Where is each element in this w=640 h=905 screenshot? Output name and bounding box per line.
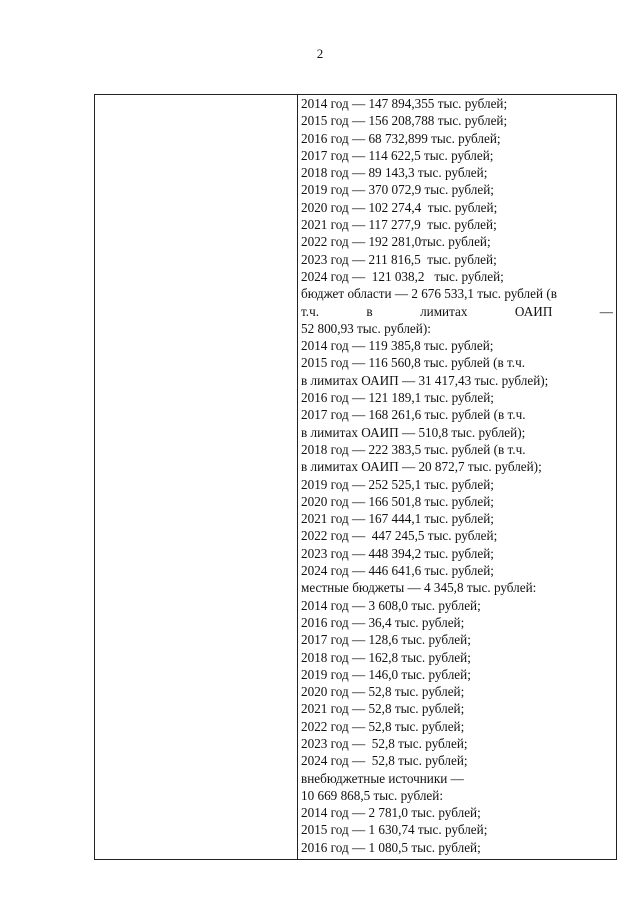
text-line: 2015 год — 156 208,788 тыс. рублей; xyxy=(301,113,508,129)
text-line: 2016 год — 1 080,5 тыс. рублей; xyxy=(301,839,481,855)
text-line: 2020 год — 52,8 тыс. рублей; xyxy=(301,684,465,700)
text-line: внебюджетные источники — xyxy=(301,770,464,786)
financing-text-column xyxy=(301,95,613,856)
text-line: в лимитах ОАИП — 31 417,43 тыс. рублей); xyxy=(301,372,549,388)
text-line: 2019 год — 370 072,9 тыс. рублей; xyxy=(301,182,494,198)
text-line: 2021 год — 52,8 тыс. рублей; xyxy=(301,701,465,717)
text-line: 2019 год — 252 525,1 тыс. рублей; xyxy=(301,476,494,492)
text-line: 2014 год — 147 894,355 тыс. рублей; xyxy=(301,96,508,111)
text-line: 2023 год — 448 394,2 тыс. рублей; xyxy=(301,545,494,561)
word: т.ч. xyxy=(301,303,319,319)
text-line: 2018 год — 162,8 тыс. рублей; xyxy=(301,649,471,665)
text-line: 52 800,93 тыс. рублей): xyxy=(301,320,431,336)
text-line: 2016 год — 121 189,1 тыс. рублей; xyxy=(301,390,494,406)
page-number: 2 xyxy=(316,46,324,61)
word: ОАИП xyxy=(514,303,553,319)
text-line: 2024 год — 121 038,2 тыс. рублей; xyxy=(301,268,504,284)
text-line: 2018 год — 222 383,5 тыс. рублей (в т.ч. xyxy=(301,441,526,457)
text-line: в лимитах ОАИП — 20 872,7 тыс. рублей); xyxy=(301,459,542,475)
text-line: 2014 год — 119 385,8 тыс. рублей; xyxy=(301,338,494,354)
text-line: местные бюджеты — 4 345,8 тыс. рублей: xyxy=(301,580,537,596)
text-line: 2023 год — 211 816,5 тыс. рублей; xyxy=(301,251,497,267)
justified-text-line xyxy=(301,303,613,320)
word: — xyxy=(599,303,613,319)
word: лимитах xyxy=(420,303,468,319)
text-line: 2015 год — 116 560,8 тыс. рублей (в т.ч. xyxy=(301,355,526,371)
column-divider xyxy=(297,95,298,859)
text-line: 2015 год — 1 630,74 тыс. рублей; xyxy=(301,822,488,838)
text-line: 2022 год — 192 281,0тыс. рублей; xyxy=(301,234,491,250)
word: в xyxy=(366,303,373,319)
text-line: 2022 год — 447 245,5 тыс. рублей; xyxy=(301,528,498,544)
financing-table xyxy=(94,94,617,860)
text-line: 2023 год — 52,8 тыс. рублей; xyxy=(301,735,468,751)
text-line: 10 669 868,5 тыс. рублей: xyxy=(301,787,443,803)
text-line: 2021 год — 167 444,1 тыс. рублей; xyxy=(301,511,494,527)
text-line: в лимитах ОАИП — 510,8 тыс. рублей); xyxy=(301,424,526,440)
text-line: 2016 год — 68 732,899 тыс. рублей; xyxy=(301,130,501,146)
text-line: 2024 год — 52,8 тыс. рублей; xyxy=(301,753,468,769)
text-line: 2022 год — 52,8 тыс. рублей; xyxy=(301,718,465,734)
text-line: 2017 год — 168 261,6 тыс. рублей (в т.ч. xyxy=(301,407,526,423)
text-line: 2014 год — 2 781,0 тыс. рублей; xyxy=(301,805,481,821)
text-line: 2024 год — 446 641,6 тыс. рублей; xyxy=(301,563,494,579)
text-line: 2020 год — 166 501,8 тыс. рублей; xyxy=(301,493,494,509)
text-line: 2016 год — 36,4 тыс. рублей; xyxy=(301,614,465,630)
text-line: 2014 год — 3 608,0 тыс. рублей; xyxy=(301,597,481,613)
text-line: 2019 год — 146,0 тыс. рублей; xyxy=(301,666,471,682)
text-line: 2017 год — 128,6 тыс. рублей; xyxy=(301,632,471,648)
text-line: бюджет области — 2 676 533,1 тыс. рублей (в xyxy=(301,286,557,302)
text-line: 2020 год — 102 274,4 тыс. рублей; xyxy=(301,199,498,215)
text-line: 2017 год — 114 622,5 тыс. рублей; xyxy=(301,147,494,163)
text-line: 2018 год — 89 143,3 тыс. рублей; xyxy=(301,165,488,181)
text-line: 2021 год — 117 277,9 тыс. рублей; xyxy=(301,217,497,233)
